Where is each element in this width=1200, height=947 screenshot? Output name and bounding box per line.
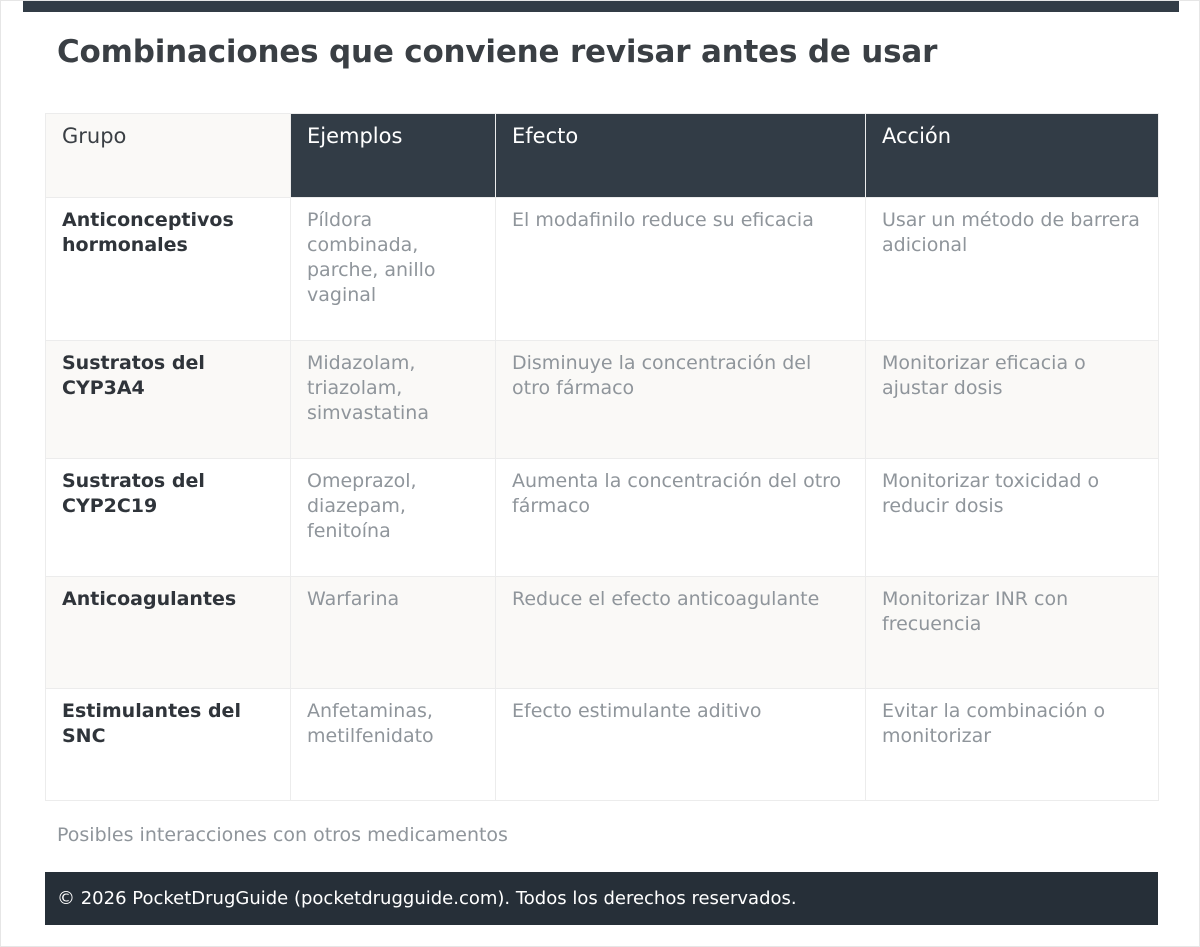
cell-group: Estimulantes del SNC [46, 689, 291, 801]
cell-group: Anticoagulantes [46, 577, 291, 689]
cell-effect: Aumenta la concentración del otro fármaco [496, 459, 866, 577]
cell-action: Monitorizar eficacia o ajustar dosis [866, 341, 1159, 459]
page-title: Combinaciones que conviene revisar antes de usar [57, 34, 938, 70]
cell-group: Anticonceptivos hormonales [46, 198, 291, 341]
cell-examples: Anfetaminas, metilfenidato [291, 689, 496, 801]
cell-action: Monitorizar INR con frecuencia [866, 577, 1159, 689]
top-accent-bar [23, 1, 1179, 12]
cell-group: Sustratos del CYP2C19 [46, 459, 291, 577]
table-row [46, 198, 1159, 341]
interactions-table [45, 113, 1159, 801]
column-header-accion: Acción [866, 114, 1159, 198]
table-row [46, 689, 1159, 801]
cell-examples: Píldora combinada, parche, anillo vaginal [291, 198, 496, 341]
cell-effect: Reduce el efecto anticoagulante [496, 577, 866, 689]
table-row [46, 341, 1159, 459]
cell-examples: Warfarina [291, 577, 496, 689]
column-header-grupo: Grupo [46, 114, 291, 198]
table-caption: Posibles interacciones con otros medicamentos [57, 824, 508, 846]
cell-effect: Efecto estimulante aditivo [496, 689, 866, 801]
cell-effect: El modafinilo reduce su eficacia [496, 198, 866, 341]
column-header-efecto: Efecto [496, 114, 866, 198]
cell-action: Evitar la combinación o monitorizar [866, 689, 1159, 801]
cell-action: Monitorizar toxicidad o reducir dosis [866, 459, 1159, 577]
cell-examples: Omeprazol, diazepam, fenitoína [291, 459, 496, 577]
table-header-row [46, 114, 1159, 198]
cell-action: Usar un método de barrera adicional [866, 198, 1159, 341]
table-row [46, 459, 1159, 577]
table-row [46, 577, 1159, 689]
column-header-ejemplos: Ejemplos [291, 114, 496, 198]
cell-examples: Midazolam, triazolam, simvastatina [291, 341, 496, 459]
cell-effect: Disminuye la concentración del otro fármaco [496, 341, 866, 459]
cell-group: Sustratos del CYP3A4 [46, 341, 291, 459]
copyright-footer: © 2026 PocketDrugGuide (pocketdrugguide.com). Todos los derechos reservados. [45, 872, 1158, 925]
